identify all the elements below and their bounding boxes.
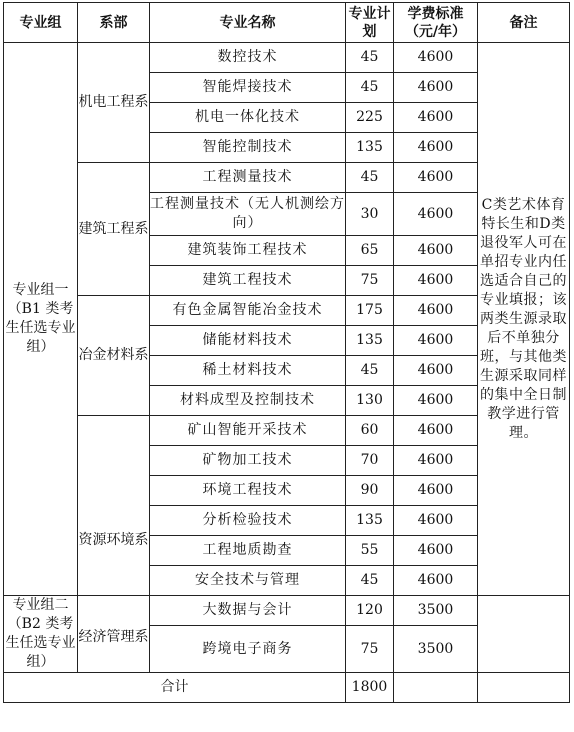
major-name: 工程地质勘查 — [150, 536, 346, 566]
major-fee: 4600 — [394, 506, 478, 536]
major-name: 大数据与会计 — [150, 596, 346, 626]
major-fee: 4600 — [394, 446, 478, 476]
header-note: 备注 — [478, 3, 570, 43]
major-fee: 4600 — [394, 416, 478, 446]
major-plan: 65 — [346, 236, 394, 266]
major-name: 跨境电子商务 — [150, 626, 346, 673]
major-fee: 4600 — [394, 73, 478, 103]
dept-cell: 经济管理系 — [78, 596, 150, 673]
major-name: 智能控制技术 — [150, 133, 346, 163]
dept-cell: 冶金材料系 — [78, 296, 150, 416]
major-fee: 3500 — [394, 626, 478, 673]
major-plan: 130 — [346, 386, 394, 416]
major-name: 矿山智能开采技术 — [150, 416, 346, 446]
major-fee: 4600 — [394, 356, 478, 386]
major-fee: 4600 — [394, 266, 478, 296]
major-name: 安全技术与管理 — [150, 566, 346, 596]
group-cell: 专业组一（B1 类考生任选专业组） — [4, 43, 78, 596]
table-row — [4, 596, 570, 626]
total-row — [4, 673, 570, 703]
header-dept: 系部 — [78, 3, 150, 43]
major-name: 建筑装饰工程技术 — [150, 236, 346, 266]
total-fee-empty — [394, 673, 478, 703]
note-cell: C类艺术体育特长生和D类退役军人可在单招专业内任选适合自己的专业填报；该两类生源录取后不单独分班，与其他类生源采取同样的集中全日制教学进行管理。 — [478, 43, 570, 596]
major-plan: 120 — [346, 596, 394, 626]
header-group: 专业组 — [4, 3, 78, 43]
major-fee: 4600 — [394, 236, 478, 266]
table-row — [4, 43, 570, 73]
major-fee: 4600 — [394, 103, 478, 133]
major-fee: 4600 — [394, 536, 478, 566]
major-fee: 4600 — [394, 193, 478, 236]
total-plan: 1800 — [346, 673, 394, 703]
major-plan: 55 — [346, 536, 394, 566]
note-empty-cell — [478, 596, 570, 673]
major-plan: 45 — [346, 566, 394, 596]
major-name: 矿物加工技术 — [150, 446, 346, 476]
enrollment-plan-table — [3, 2, 570, 703]
major-fee: 4600 — [394, 133, 478, 163]
major-plan: 60 — [346, 416, 394, 446]
major-name: 材料成型及控制技术 — [150, 386, 346, 416]
major-plan: 45 — [346, 73, 394, 103]
major-fee: 4600 — [394, 566, 478, 596]
major-fee: 4600 — [394, 386, 478, 416]
major-plan: 225 — [346, 103, 394, 133]
major-name: 建筑工程技术 — [150, 266, 346, 296]
major-name: 环境工程技术 — [150, 476, 346, 506]
major-plan: 90 — [346, 476, 394, 506]
major-fee: 4600 — [394, 296, 478, 326]
major-fee: 4600 — [394, 163, 478, 193]
header-row — [4, 3, 570, 43]
major-plan: 30 — [346, 193, 394, 236]
major-name: 稀土材料技术 — [150, 356, 346, 386]
major-fee: 4600 — [394, 43, 478, 73]
major-name: 分析检验技术 — [150, 506, 346, 536]
header-plan: 专业计划 — [346, 3, 394, 43]
major-name: 工程测量技术 — [150, 163, 346, 193]
major-name: 工程测量技术（无人机测绘方向） — [150, 193, 346, 236]
header-name: 专业名称 — [150, 3, 346, 43]
total-note-empty — [478, 673, 570, 703]
major-name: 数控技术 — [150, 43, 346, 73]
major-name: 智能焊接技术 — [150, 73, 346, 103]
dept-cell: 资源环境系 — [78, 416, 150, 596]
major-plan: 70 — [346, 446, 394, 476]
major-name: 机电一体化技术 — [150, 103, 346, 133]
major-fee: 4600 — [394, 326, 478, 356]
major-plan: 45 — [346, 43, 394, 73]
major-plan: 135 — [346, 506, 394, 536]
major-name: 储能材料技术 — [150, 326, 346, 356]
major-plan: 135 — [346, 326, 394, 356]
major-plan: 175 — [346, 296, 394, 326]
major-name: 有色金属智能冶金技术 — [150, 296, 346, 326]
dept-cell: 建筑工程系 — [78, 163, 150, 296]
major-plan: 45 — [346, 356, 394, 386]
major-plan: 75 — [346, 626, 394, 673]
dept-cell: 机电工程系 — [78, 43, 150, 163]
major-plan: 135 — [346, 133, 394, 163]
major-plan: 45 — [346, 163, 394, 193]
major-plan: 75 — [346, 266, 394, 296]
major-fee: 4600 — [394, 476, 478, 506]
header-fee: 学费标准（元/年） — [394, 3, 478, 43]
total-label: 合计 — [4, 673, 346, 703]
major-fee: 3500 — [394, 596, 478, 626]
group-cell: 专业组二（B2 类考生任选专业组） — [4, 596, 78, 673]
